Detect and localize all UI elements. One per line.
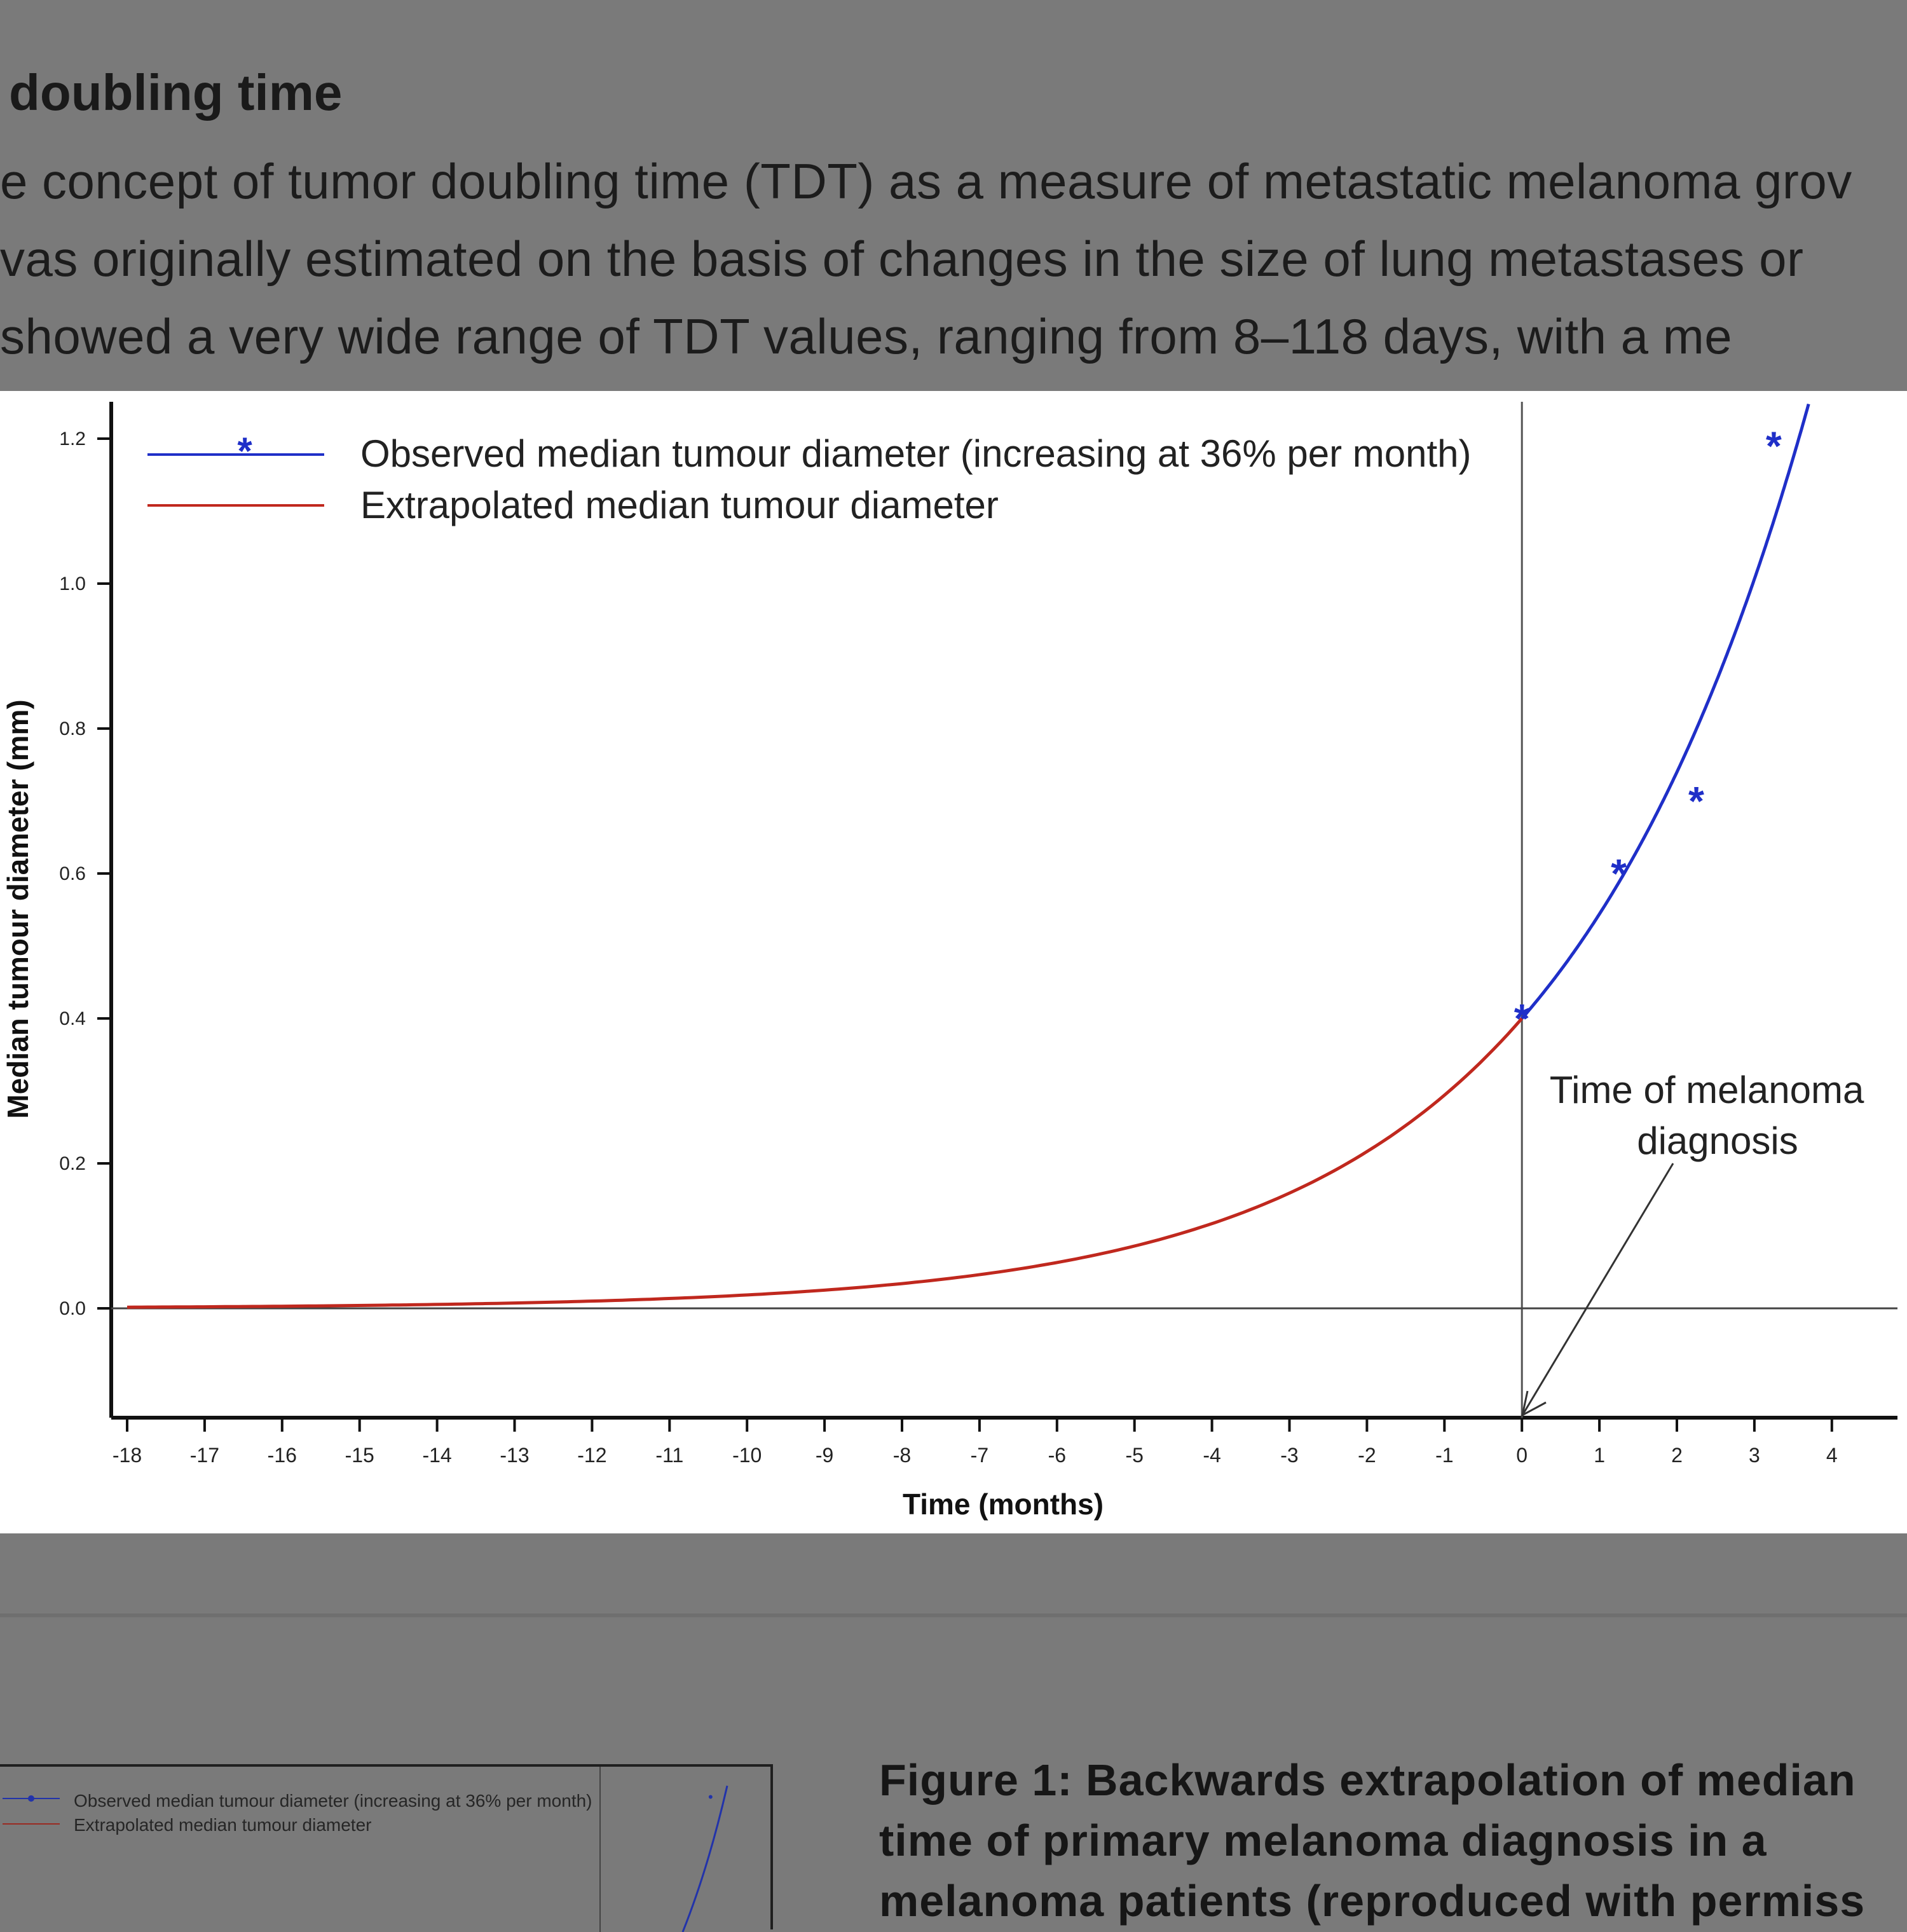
x-tick-label: -15	[345, 1444, 374, 1467]
x-tick-label: -3	[1280, 1444, 1299, 1467]
figure-caption-line: melanoma patients (reproduced with permiss	[879, 1876, 1866, 1926]
y-tick-label: 0.0	[59, 1298, 86, 1319]
legend-observed-marker: *	[237, 430, 252, 472]
x-tick-label: -5	[1125, 1444, 1144, 1467]
x-tick-label: 3	[1749, 1444, 1760, 1467]
x-tick-label: -16	[267, 1444, 297, 1467]
y-tick-label: 0.4	[59, 1008, 86, 1029]
y-tick-label: 1.2	[59, 428, 86, 449]
extrapolated-curve	[127, 1018, 1522, 1307]
figure-caption-line: Figure 1: Backwards extrapolation of median	[879, 1755, 1856, 1805]
x-tick-label: -13	[500, 1444, 530, 1467]
observed-point: *	[1514, 996, 1530, 1041]
y-tick-label: 0.6	[59, 863, 86, 884]
x-tick-label: -10	[732, 1444, 762, 1467]
figure-thumbnail[interactable]	[0, 1764, 773, 1929]
x-tick-label: -17	[189, 1444, 220, 1467]
annotation-text-line1: Time of melanoma	[1549, 1069, 1864, 1111]
legend-extrapolated-label: Extrapolated median tumour diameter	[360, 484, 999, 526]
y-tick-label: 0.8	[59, 718, 86, 739]
thumbnail-point-marker: •	[708, 1789, 713, 1805]
body-text-line: vas originally estimated on the basis of changes in the size of lung metastases or	[0, 231, 1804, 287]
body-text-line: showed a very wide range of TDT values, ranging from 8–118 days, with a me	[0, 308, 1733, 364]
thumbnail-legend-extrapolated: Extrapolated median tumour diameter	[74, 1815, 372, 1835]
y-tick-label: 0.2	[59, 1153, 86, 1174]
body-text-line: e concept of tumor doubling time (TDT) as a measure of metastatic melanoma grov	[0, 153, 1852, 209]
observed-point: *	[1611, 851, 1627, 896]
x-tick-label: -2	[1358, 1444, 1376, 1467]
thumbnail-curve	[683, 1786, 727, 1932]
section-divider	[0, 1613, 1907, 1617]
y-tick-label: 1.0	[59, 573, 86, 594]
section-heading: doubling time	[9, 64, 343, 121]
annotation-text-line2: diagnosis	[1637, 1120, 1798, 1162]
x-tick-label: -6	[1048, 1444, 1067, 1467]
figure-lightbox[interactable]	[0, 391, 1907, 1533]
figure-caption-line: time of primary melanoma diagnosis in a	[879, 1816, 1767, 1865]
diagnosis-annotation	[1522, 1069, 1864, 1415]
thumbnail-legend-marker	[28, 1795, 34, 1802]
thumbnail-legend-observed: Observed median tumour diameter (increasing at 36% per month)	[74, 1791, 592, 1811]
x-tick-label: -12	[577, 1444, 607, 1467]
x-tick-label: 4	[1826, 1444, 1838, 1467]
observed-point: *	[1765, 423, 1782, 469]
x-tick-label: -1	[1435, 1444, 1454, 1467]
chart-legend	[147, 430, 1472, 526]
tumour-growth-chart	[0, 391, 1907, 1533]
x-tick-label: -4	[1203, 1444, 1221, 1467]
x-tick-label: -7	[970, 1444, 989, 1467]
x-tick-label: -14	[422, 1444, 452, 1467]
x-tick-label: 1	[1594, 1444, 1605, 1467]
x-tick-label: -8	[892, 1444, 912, 1467]
x-tick-label: 2	[1671, 1444, 1683, 1467]
x-tick-label: -11	[655, 1444, 684, 1467]
annotation-arrow-shaft	[1522, 1163, 1673, 1415]
x-tick-label: 0	[1516, 1444, 1528, 1467]
x-tick-label: -18	[112, 1444, 142, 1467]
x-tick-label: -9	[815, 1444, 834, 1467]
legend-observed-label: Observed median tumour diameter (increasing at 36% per month)	[360, 432, 1472, 475]
observed-point: *	[1688, 778, 1704, 824]
observed-curve	[1522, 404, 1808, 1019]
x-axis-title: Time (months)	[902, 1488, 1104, 1521]
y-axis-title: Median tumour diameter (mm)	[1, 699, 34, 1119]
